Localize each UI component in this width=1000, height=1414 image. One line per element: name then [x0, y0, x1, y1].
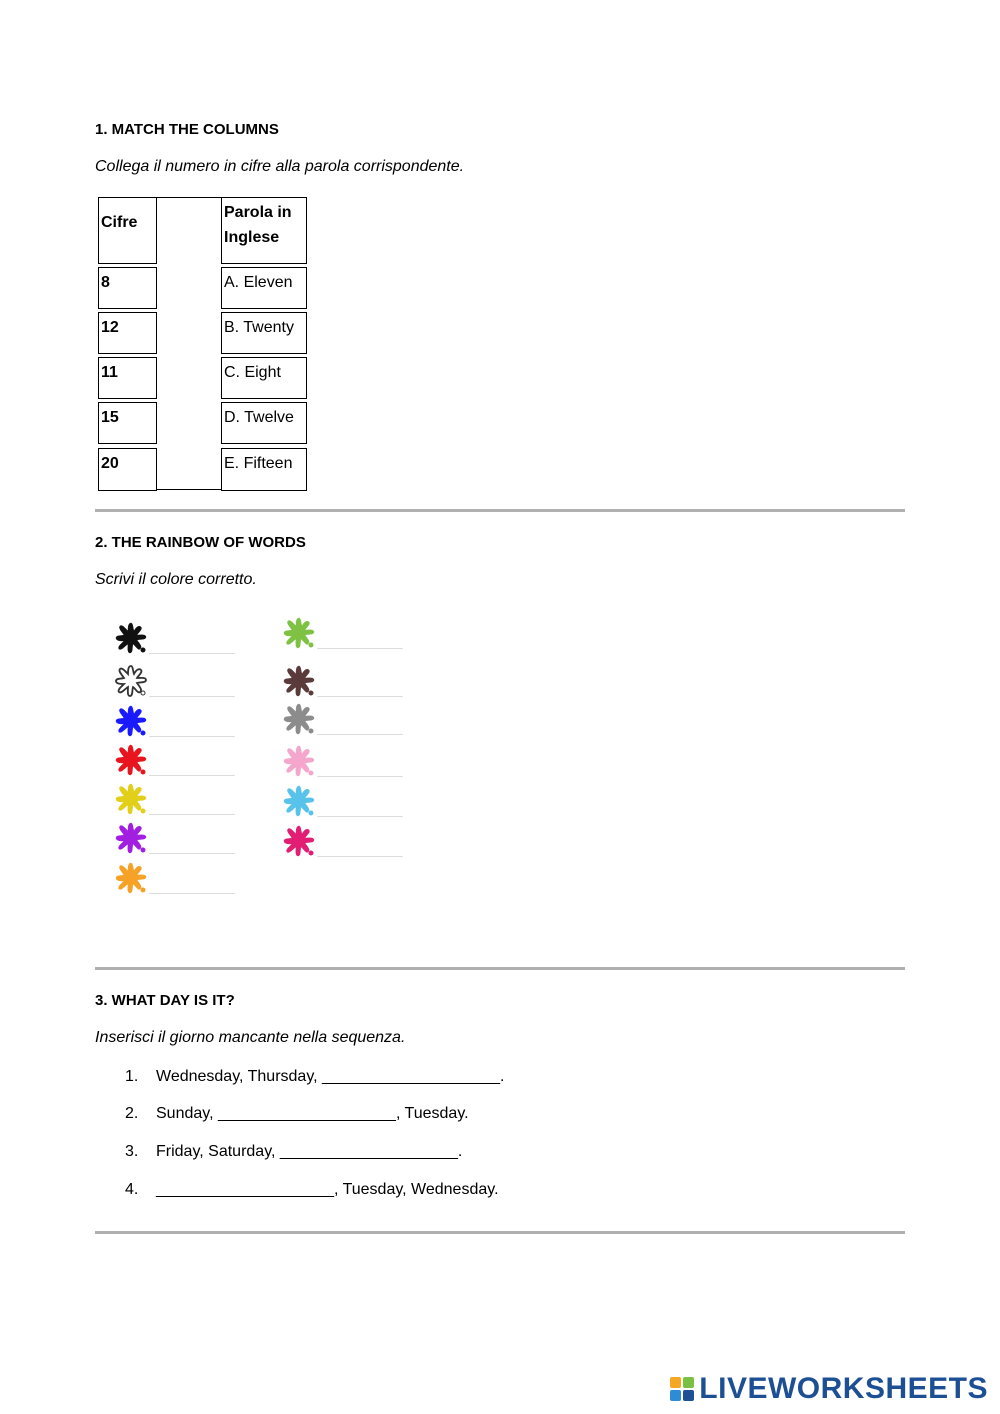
section-divider: [95, 509, 905, 512]
paint-splat-icon: [280, 742, 318, 780]
section2-instruction: Scrivi il colore corretto.: [95, 571, 257, 588]
paint-splat-icon: [112, 741, 150, 779]
exercise-text: Sunday, ____________________, Tuesday.: [156, 1105, 469, 1122]
color-answer-line[interactable]: [317, 648, 403, 649]
paint-splat-icon: [280, 662, 318, 700]
paint-splat-icon: [112, 662, 150, 700]
color-answer-line[interactable]: [317, 734, 403, 735]
section1-instruction: Collega il numero in cifre alla parola corrispondente.: [95, 158, 465, 175]
paint-splat-icon: [112, 859, 150, 897]
exercise-number: 2.: [125, 1105, 139, 1122]
match-middle-column: [157, 197, 221, 490]
word-cell: A. Eleven: [221, 267, 307, 309]
color-answer-line[interactable]: [149, 893, 235, 894]
number-cell: 20: [98, 448, 157, 491]
color-answer-line[interactable]: [149, 696, 235, 697]
word-cell: C. Eight: [221, 357, 307, 399]
header-cifre: Cifre: [98, 197, 157, 264]
paint-splat-icon: [280, 782, 318, 820]
exercise-text: Friday, Saturday, ____________________.: [156, 1143, 463, 1160]
exercise-text: ____________________, Tuesday, Wednesday.: [156, 1181, 499, 1198]
paint-splat-icon: [112, 702, 150, 740]
paint-splat-icon: [280, 700, 318, 738]
section-divider: [95, 967, 905, 970]
color-answer-line[interactable]: [317, 856, 403, 857]
color-answer-line[interactable]: [149, 853, 235, 854]
exercise-number: 1.: [125, 1068, 139, 1085]
paint-splat-icon: [280, 614, 318, 652]
brand-name: LIVEWORKSHEETS: [699, 1372, 988, 1405]
exercise-item: [125, 1181, 499, 1199]
number-cell: 11: [98, 357, 157, 399]
number-cell: 15: [98, 402, 157, 444]
section3-instruction: Inserisci il giorno mancante nella sequenza.: [95, 1029, 406, 1046]
word-cell: D. Twelve: [221, 402, 307, 444]
paint-splat-icon: [280, 822, 318, 860]
exercise-item: [125, 1105, 469, 1123]
exercise-number: 3.: [125, 1143, 139, 1160]
paint-splat-icon: [112, 780, 150, 818]
word-cell: B. Twenty: [221, 312, 307, 354]
color-answer-line[interactable]: [317, 776, 403, 777]
color-answer-line[interactable]: [149, 736, 235, 737]
section3-heading: 3. WHAT DAY IS IT?: [95, 992, 235, 1009]
color-answer-line[interactable]: [149, 775, 235, 776]
header-parola-line1: Parola in: [224, 204, 292, 221]
number-cell: 12: [98, 312, 157, 354]
exercise-item: [125, 1068, 504, 1086]
number-cell: 8: [98, 267, 157, 309]
header-parola-line2: Inglese: [224, 229, 280, 246]
paint-splat-icon: [112, 619, 150, 657]
liveworksheets-logo-icon: [669, 1376, 695, 1402]
section2-heading: 2. THE RAINBOW OF WORDS: [95, 534, 306, 551]
paint-splat-icon: [112, 819, 150, 857]
exercise-item: [125, 1143, 462, 1161]
color-answer-line[interactable]: [317, 696, 403, 697]
color-answer-line[interactable]: [149, 653, 235, 654]
color-answer-line[interactable]: [317, 816, 403, 817]
section1-heading: 1. MATCH THE COLUMNS: [95, 121, 279, 138]
color-answer-line[interactable]: [149, 814, 235, 815]
section-divider: [95, 1231, 905, 1234]
word-cell: E. Fifteen: [221, 448, 307, 491]
header-parola: [221, 197, 307, 264]
liveworksheets-brand[interactable]: [669, 1372, 988, 1406]
exercise-text: Wednesday, Thursday, ____________________.: [156, 1068, 505, 1085]
exercise-number: 4.: [125, 1181, 139, 1198]
